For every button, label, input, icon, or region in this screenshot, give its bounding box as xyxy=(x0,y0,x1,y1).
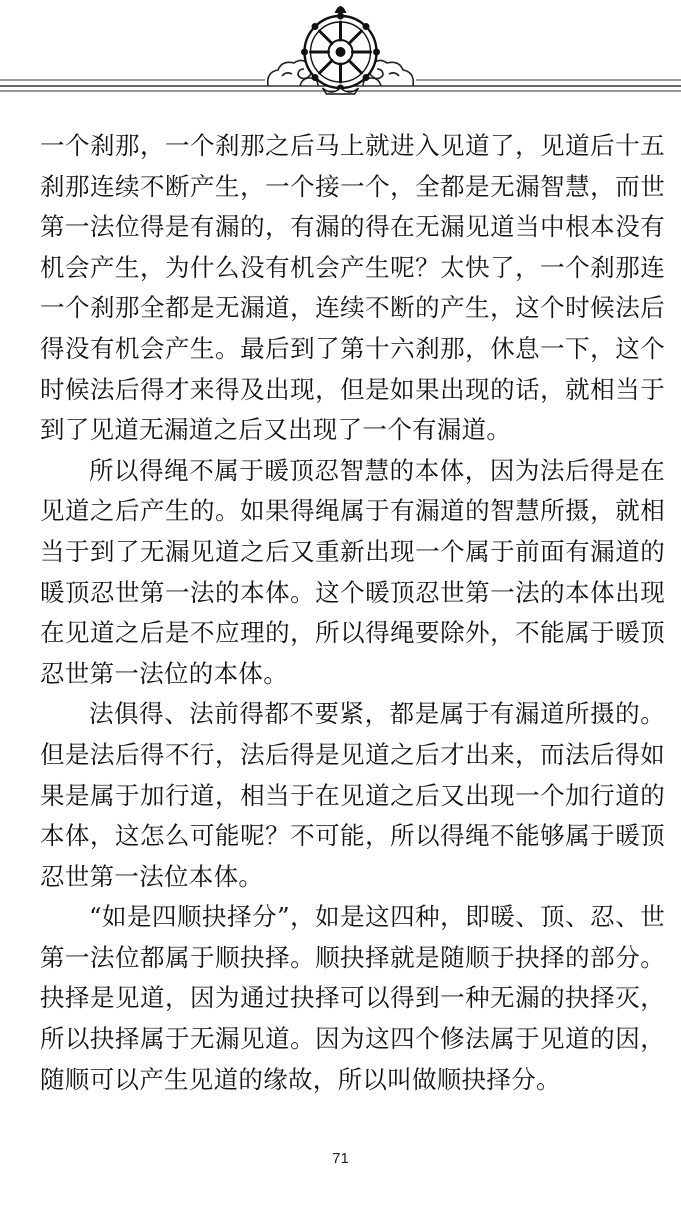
paragraph: “如是四顺抉择分”，如是这四种，即暖、顶、忍、世第一法位都属于顺抉择。顺抉择就是随顺于抉择的部分。抉择是见道，因为通过抉择可以得到一种无漏的抉择灭，所以抉择属于无漏见道。因为这四个修法属于见道的因，随顺可以产生见道的缘故，所以叫做顺抉择分。 xyxy=(40,902,665,1094)
page-body xyxy=(40,126,665,1100)
page-number: 71 xyxy=(332,1150,349,1167)
page-header xyxy=(0,0,681,100)
paragraph: 所以得绳不属于暖顶忍智慧的本体，因为法后得是在见道之后产生的。如果得绳属于有漏道的智慧所摄，就相当于到了无漏见道之后又重新出现一个属于前面有漏道的暖顶忍世第一法的本体。这个暖顶忍世第一法的本体出现在见道之后是不应理的，所以得绳要除外，不能属于暖顶忍世第一法位的本体。 xyxy=(40,455,665,688)
paragraph: 法俱得、法前得都不要紧，都是属于有漏道所摄的。但是法后得不行，法后得是见道之后才出来，而法后得如果是属于加行道，相当于在见道之后又出现一个加行道的本体，这怎么可能呢？不可能，所以得绳不能够属于暖顶忍世第一法位本体。 xyxy=(40,699,665,891)
dharma-wheel-icon xyxy=(301,6,380,94)
paragraph: 一个刹那，一个刹那之后马上就进入见道了，见道后十五刹那连续不断产生，一个接一个，全都是无漏智慧，而世第一法位得是有漏的，有漏的得在无漏见道当中根本没有机会产生，为什么没有机会产生呢？太快了，一个刹那连一个刹那全都是无漏道，连续不断的产生，这个时候法后得没有机会产生。最后到了第十六刹那，休息一下，这个时候法后得才来得及出现，但是如果出现的话，就相当于到了见道无漏道之后又出现了一个有漏道。 xyxy=(40,131,665,445)
header-ornament xyxy=(0,0,681,100)
